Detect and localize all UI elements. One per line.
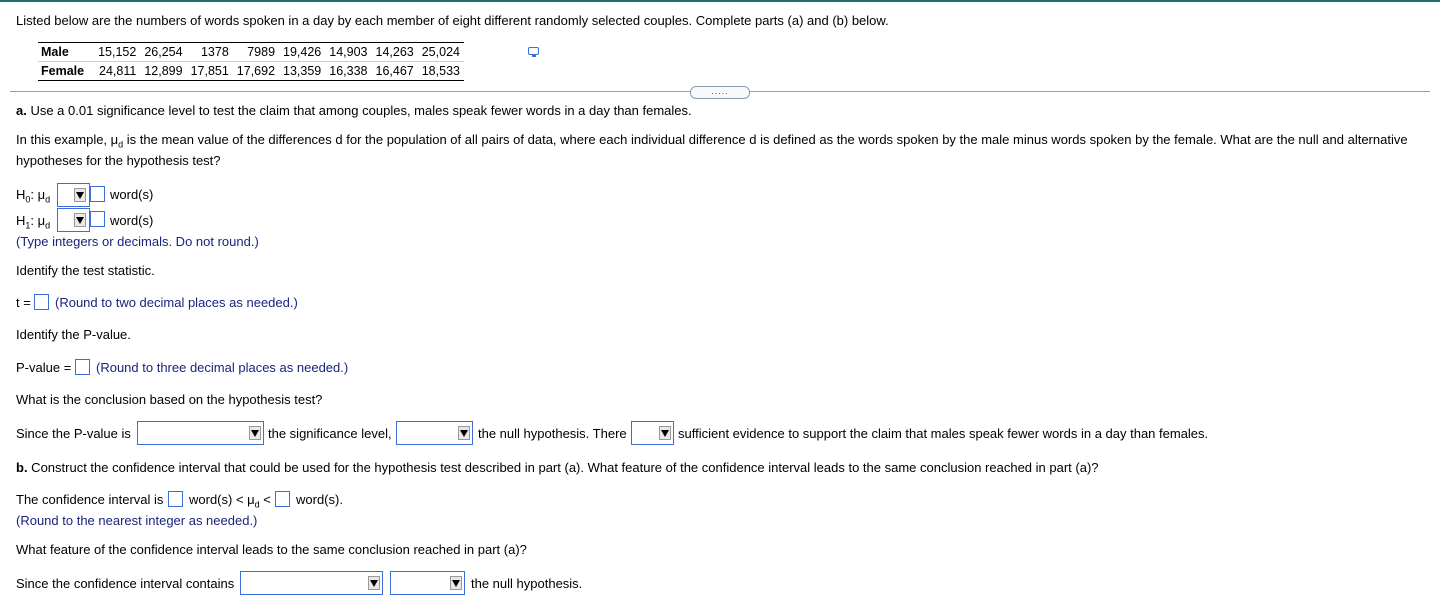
table-cell: 16,338 (325, 62, 371, 81)
table-cell: 25,024 (418, 43, 464, 62)
ci-label: The confidence interval is (16, 492, 164, 507)
top-border (0, 0, 1440, 2)
h0-label: $H_0$: $\mu_d$ (16, 187, 51, 205)
t-round-hint: (Round to two decimal places as needed.) (55, 295, 298, 310)
identify-test-statistic: Identify the test statistic. (16, 263, 155, 278)
dropdown-arrow-icon (74, 213, 86, 227)
type-hint: (Type integers or decimals. Do not round.) (16, 234, 259, 249)
table-cell: 26,254 (140, 43, 186, 62)
table-cell: 17,692 (233, 62, 279, 81)
table-cell: 14,263 (372, 43, 418, 62)
table-cell: 15,152 (94, 43, 140, 62)
table-cell: 12,899 (140, 62, 186, 81)
ci-unit: word(s). (296, 492, 343, 507)
ci-contains-dropdown[interactable] (240, 571, 383, 595)
h1-unit: word(s) (110, 213, 154, 228)
explanation-line-1 (16, 132, 1408, 150)
explanation-line-2: hypotheses for the hypothesis test? (16, 153, 221, 168)
more-options-button[interactable]: ..... (690, 86, 750, 99)
table-cell: 16,467 (372, 62, 418, 81)
data-table (38, 42, 464, 81)
part-a-text: Use a 0.01 significance level to test the claim that among couples, males speak fewer words in a day than females. (26, 103, 692, 118)
p-value-input[interactable] (75, 359, 90, 375)
since-ci-text: Since the confidence interval contains (16, 576, 235, 591)
row-label: Female (38, 62, 94, 81)
conclusion-question: What is the conclusion based on the hypothesis test? (16, 392, 323, 407)
intro-text: Listed below are the numbers of words spoken in a day by each member of eight different randomly selected couples. Complete parts (a) and (b) below. (16, 13, 889, 28)
significance-text: the significance level, (268, 426, 392, 441)
null-decision-dropdown[interactable] (396, 421, 473, 445)
h1-label: $H_1$: $\mu_d$ (16, 213, 51, 231)
part-a-question (16, 103, 692, 118)
p-round-hint: (Round to three decimal places as needed.) (96, 360, 349, 375)
table-row-female (38, 62, 464, 81)
h1-operator-dropdown[interactable] (57, 208, 90, 232)
table-cell: 19,426 (279, 43, 325, 62)
p-value-label: P-value = (16, 360, 72, 375)
h0-operator-dropdown[interactable] (57, 183, 90, 207)
since-p-text: Since the P-value is (16, 426, 131, 441)
table-cell: 17,851 (187, 62, 233, 81)
dropdown-arrow-icon (74, 188, 86, 202)
table-cell: 1378 (187, 43, 233, 62)
t-statistic-input[interactable] (34, 294, 49, 310)
table-cell: 18,533 (418, 62, 464, 81)
dropdown-arrow-icon (659, 426, 671, 440)
row-label: Male (38, 43, 94, 62)
t-label: t = (16, 295, 31, 310)
explain-text: is the mean value of the differences d for the population of all pairs of data, where each individual difference d is defined as the words spoken by the male minus words spoken by the female. What are the null and alternative (123, 132, 1408, 147)
ci-middle-text: word(s) < $\mu_d$ < (189, 492, 271, 510)
table-row-male (38, 43, 464, 62)
identify-p-value: Identify the P-value. (16, 327, 131, 342)
ci-lower-input[interactable] (168, 491, 183, 507)
dropdown-arrow-icon (458, 426, 470, 440)
ci-upper-input[interactable] (275, 491, 290, 507)
table-cell: 24,811 (94, 62, 140, 81)
null-there-text: the null hypothesis. There (478, 426, 627, 441)
part-a-label: a. (16, 103, 27, 118)
copy-data-icon[interactable] (528, 47, 539, 55)
ci-decision-dropdown[interactable] (390, 571, 465, 595)
h1-value-input[interactable] (90, 211, 105, 227)
feature-question: What feature of the confidence interval leads to the same conclusion reached in part (a)? (16, 542, 527, 557)
h0-value-input[interactable] (90, 186, 105, 202)
dropdown-arrow-icon (450, 576, 462, 590)
dropdown-arrow-icon (249, 426, 261, 440)
evidence-dropdown[interactable] (631, 421, 674, 445)
mu-subscript: d (118, 139, 124, 150)
sufficient-evidence-text: sufficient evidence to support the claim that males speak fewer words in a day than females. (678, 426, 1209, 441)
h0-unit: word(s) (110, 187, 154, 202)
part-b-label: b. (16, 460, 28, 475)
table-cell: 13,359 (279, 62, 325, 81)
explain-text: In this example, μ (16, 132, 119, 147)
table-cell: 14,903 (325, 43, 371, 62)
table-cell: 7989 (233, 43, 279, 62)
the-null-text: the null hypothesis. (471, 576, 583, 591)
p-comparison-dropdown[interactable] (137, 421, 264, 445)
part-b-question (16, 460, 1099, 475)
part-b-text: Construct the confidence interval that could be used for the hypothesis test described in part (a). What feature of the confidence interval leads to the same conclusion reached in part (a)? (27, 460, 1099, 475)
dropdown-arrow-icon (368, 576, 380, 590)
round-integer-hint: (Round to the nearest integer as needed.) (16, 513, 258, 528)
